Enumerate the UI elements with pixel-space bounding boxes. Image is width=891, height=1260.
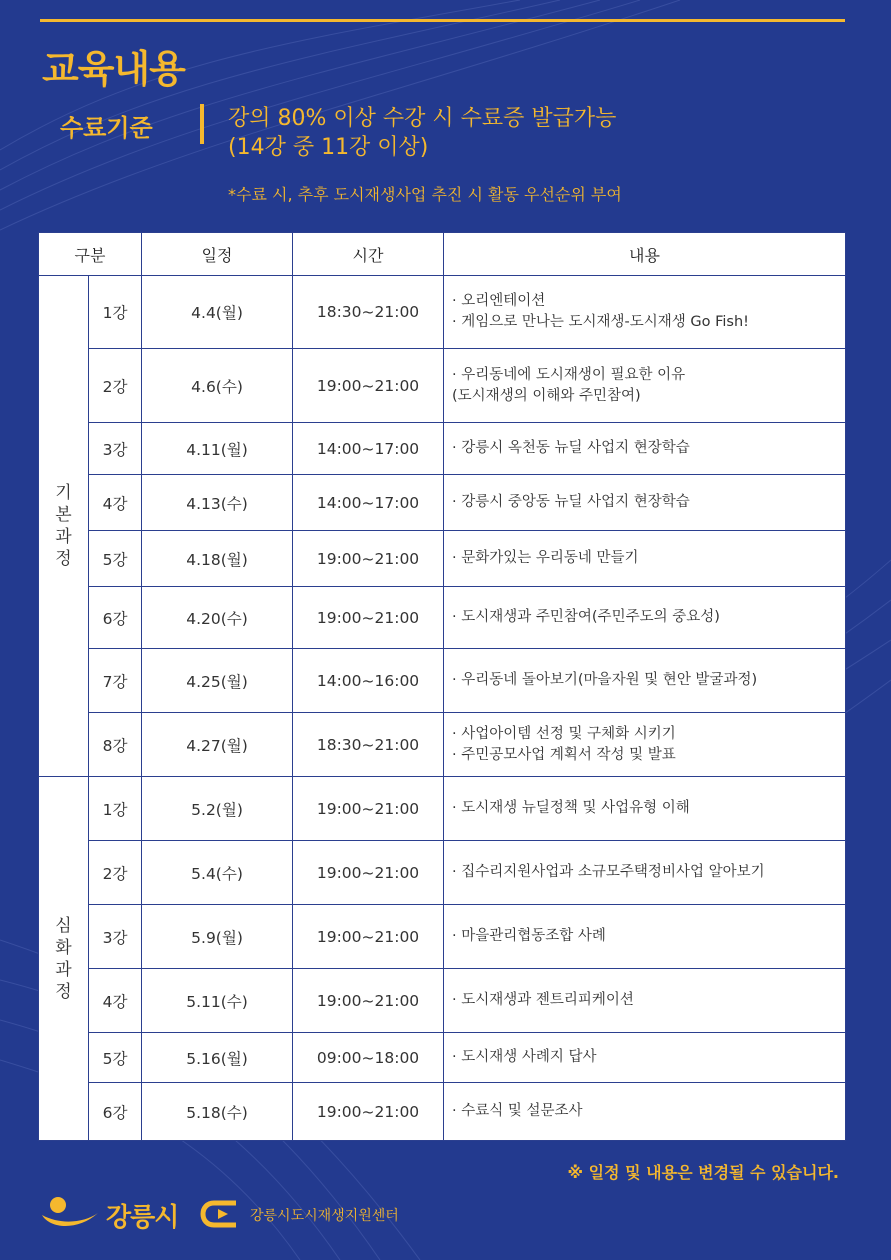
content-line: · 사업아이템 선정 및 구체화 시키기 bbox=[452, 725, 676, 742]
lecture-time: 19:00~21:00 bbox=[293, 777, 444, 841]
lecture-content bbox=[444, 1033, 846, 1083]
course-group-char: 기 bbox=[55, 483, 72, 503]
lecture-date: 5.4(수) bbox=[142, 841, 293, 905]
content-line: · 도시재생과 주민참여(주민주도의 중요성) bbox=[452, 609, 720, 625]
lecture-time: 14:00~17:00 bbox=[293, 475, 444, 531]
course-group-char: 본 bbox=[55, 505, 72, 525]
change-notice: ※ 일정 및 내용은 변경될 수 있습니다. bbox=[567, 1163, 839, 1182]
content-line: · 게임으로 만나는 도시재생-도시재생 Go Fish! bbox=[452, 314, 749, 330]
lecture-number: 7강 bbox=[89, 649, 142, 713]
lecture-time: 09:00~18:00 bbox=[293, 1033, 444, 1083]
lecture-time: 18:30~21:00 bbox=[293, 276, 444, 349]
criteria-divider bbox=[200, 104, 204, 144]
lecture-date: 4.25(월) bbox=[142, 649, 293, 713]
content-line: (도시재생의 이해와 주민참여) bbox=[452, 387, 641, 404]
lecture-time: 19:00~21:00 bbox=[293, 1083, 444, 1141]
content-line: · 도시재생과 젠트리피케이션 bbox=[452, 992, 634, 1008]
course-group-char: 정 bbox=[55, 981, 72, 1002]
lecture-date: 5.9(월) bbox=[142, 905, 293, 969]
lecture-date: 4.27(월) bbox=[142, 713, 293, 777]
lecture-number: 1강 bbox=[89, 276, 142, 349]
lecture-time: 19:00~21:00 bbox=[293, 587, 444, 649]
course-group-char: 화 bbox=[55, 937, 72, 958]
lecture-date: 4.4(월) bbox=[142, 276, 293, 349]
lecture-number: 6강 bbox=[89, 587, 142, 649]
course-group-char: 심 bbox=[55, 915, 72, 936]
lecture-time: 18:30~21:00 bbox=[293, 713, 444, 777]
page-title: 교육내용 bbox=[42, 47, 185, 91]
table-row bbox=[39, 1083, 846, 1141]
lecture-time: 19:00~21:00 bbox=[293, 905, 444, 969]
table-header-row bbox=[39, 233, 846, 276]
lecture-number: 1강 bbox=[89, 777, 142, 841]
header-content: 내용 bbox=[444, 233, 846, 276]
course-group-char: 과 bbox=[55, 527, 72, 547]
table-row bbox=[39, 531, 846, 587]
header-time: 시간 bbox=[293, 233, 444, 276]
table-row bbox=[39, 841, 846, 905]
table-row bbox=[39, 276, 846, 349]
lecture-time: 14:00~17:00 bbox=[293, 423, 444, 475]
lecture-time: 14:00~16:00 bbox=[293, 649, 444, 713]
lecture-number: 5강 bbox=[89, 1033, 142, 1083]
content-line: · 도시재생 사례지 답사 bbox=[452, 1049, 597, 1065]
schedule-table-wrapper bbox=[38, 232, 845, 1141]
lecture-time: 19:00~21:00 bbox=[293, 969, 444, 1033]
lecture-content bbox=[444, 777, 846, 841]
course-group-char: 과 bbox=[55, 959, 72, 980]
lecture-time: 19:00~21:00 bbox=[293, 349, 444, 423]
table-row bbox=[39, 713, 846, 777]
content-line: · 문화가있는 우리동네 만들기 bbox=[452, 550, 639, 566]
lecture-date: 5.16(월) bbox=[142, 1033, 293, 1083]
table-row bbox=[39, 423, 846, 475]
top-rule bbox=[40, 19, 845, 22]
table-row bbox=[39, 349, 846, 423]
lecture-date: 5.11(수) bbox=[142, 969, 293, 1033]
lecture-number: 4강 bbox=[89, 969, 142, 1033]
criteria-line-2: (14강 중 11강 이상) bbox=[228, 135, 429, 160]
content-line: · 우리동네에 도시재생이 필요한 이유 bbox=[452, 366, 686, 383]
lecture-number: 4강 bbox=[89, 475, 142, 531]
lecture-number: 3강 bbox=[89, 423, 142, 475]
lecture-content bbox=[444, 713, 846, 777]
lecture-content bbox=[444, 1083, 846, 1141]
criteria-text bbox=[228, 104, 616, 162]
lecture-content bbox=[444, 649, 846, 713]
table-row bbox=[39, 587, 846, 649]
lecture-date: 5.18(수) bbox=[142, 1083, 293, 1141]
lecture-content bbox=[444, 349, 846, 423]
lecture-content bbox=[444, 475, 846, 531]
content-line: · 집수리지원사업과 소규모주택정비사업 알아보기 bbox=[452, 864, 765, 880]
content-line: · 강릉시 중앙동 뉴딜 사업지 현장학습 bbox=[452, 494, 690, 510]
lecture-number: 2강 bbox=[89, 349, 142, 423]
lecture-content bbox=[444, 969, 846, 1033]
criteria-note: *수료 시, 추후 도시재생사업 추진 시 활동 우선순위 부여 bbox=[228, 185, 622, 204]
header-category: 구분 bbox=[39, 233, 142, 276]
lecture-date: 4.6(수) bbox=[142, 349, 293, 423]
content-line: · 도시재생 뉴딜정책 및 사업유형 이해 bbox=[452, 800, 690, 816]
table-row bbox=[39, 777, 846, 841]
lecture-time: 19:00~21:00 bbox=[293, 841, 444, 905]
lecture-date: 4.20(수) bbox=[142, 587, 293, 649]
content-line: · 수료식 및 설문조사 bbox=[452, 1103, 583, 1119]
table-row bbox=[39, 905, 846, 969]
lecture-content bbox=[444, 841, 846, 905]
lecture-number: 3강 bbox=[89, 905, 142, 969]
table-row bbox=[39, 649, 846, 713]
criteria-line-1: 강의 80% 이상 수강 시 수료증 발급가능 bbox=[228, 106, 617, 131]
lecture-content bbox=[444, 423, 846, 475]
table-row bbox=[39, 969, 846, 1033]
content-line: · 오리엔테이션 bbox=[452, 293, 546, 309]
center-name: 강릉시도시재생지원센터 bbox=[250, 1208, 399, 1224]
course-group-label bbox=[39, 777, 89, 1141]
lecture-date: 4.13(수) bbox=[142, 475, 293, 531]
course-group-label bbox=[39, 276, 89, 777]
lecture-content bbox=[444, 905, 846, 969]
lecture-number: 5강 bbox=[89, 531, 142, 587]
table-body bbox=[39, 276, 846, 1141]
gangneung-city-logo-icon bbox=[40, 1195, 100, 1231]
content-line: · 마을관리협동조합 사례 bbox=[452, 928, 606, 944]
lecture-number: 6강 bbox=[89, 1083, 142, 1141]
footer-logos bbox=[40, 1193, 460, 1237]
content-line: · 강릉시 옥천동 뉴딜 사업지 현장학습 bbox=[452, 440, 690, 456]
content-line: · 주민공모사업 계획서 작성 및 발표 bbox=[452, 746, 676, 763]
lecture-content bbox=[444, 276, 846, 349]
lecture-time: 19:00~21:00 bbox=[293, 531, 444, 587]
lecture-number: 8강 bbox=[89, 713, 142, 777]
content-line: · 우리동네 돌아보기(마을자원 및 현안 발굴과정) bbox=[452, 672, 758, 688]
header-date: 일정 bbox=[142, 233, 293, 276]
criteria-label: 수료기준 bbox=[60, 114, 153, 142]
lecture-date: 5.2(월) bbox=[142, 777, 293, 841]
lecture-date: 4.11(월) bbox=[142, 423, 293, 475]
table-row bbox=[39, 475, 846, 531]
lecture-content bbox=[444, 531, 846, 587]
course-group-char: 정 bbox=[55, 549, 72, 569]
lecture-number: 2강 bbox=[89, 841, 142, 905]
city-logo-text: 강릉시 bbox=[106, 1203, 179, 1233]
lecture-date: 4.18(월) bbox=[142, 531, 293, 587]
schedule-table bbox=[38, 232, 846, 1141]
lecture-content bbox=[444, 587, 846, 649]
table-row bbox=[39, 1033, 846, 1083]
urban-regeneration-center-logo-icon bbox=[200, 1199, 240, 1229]
